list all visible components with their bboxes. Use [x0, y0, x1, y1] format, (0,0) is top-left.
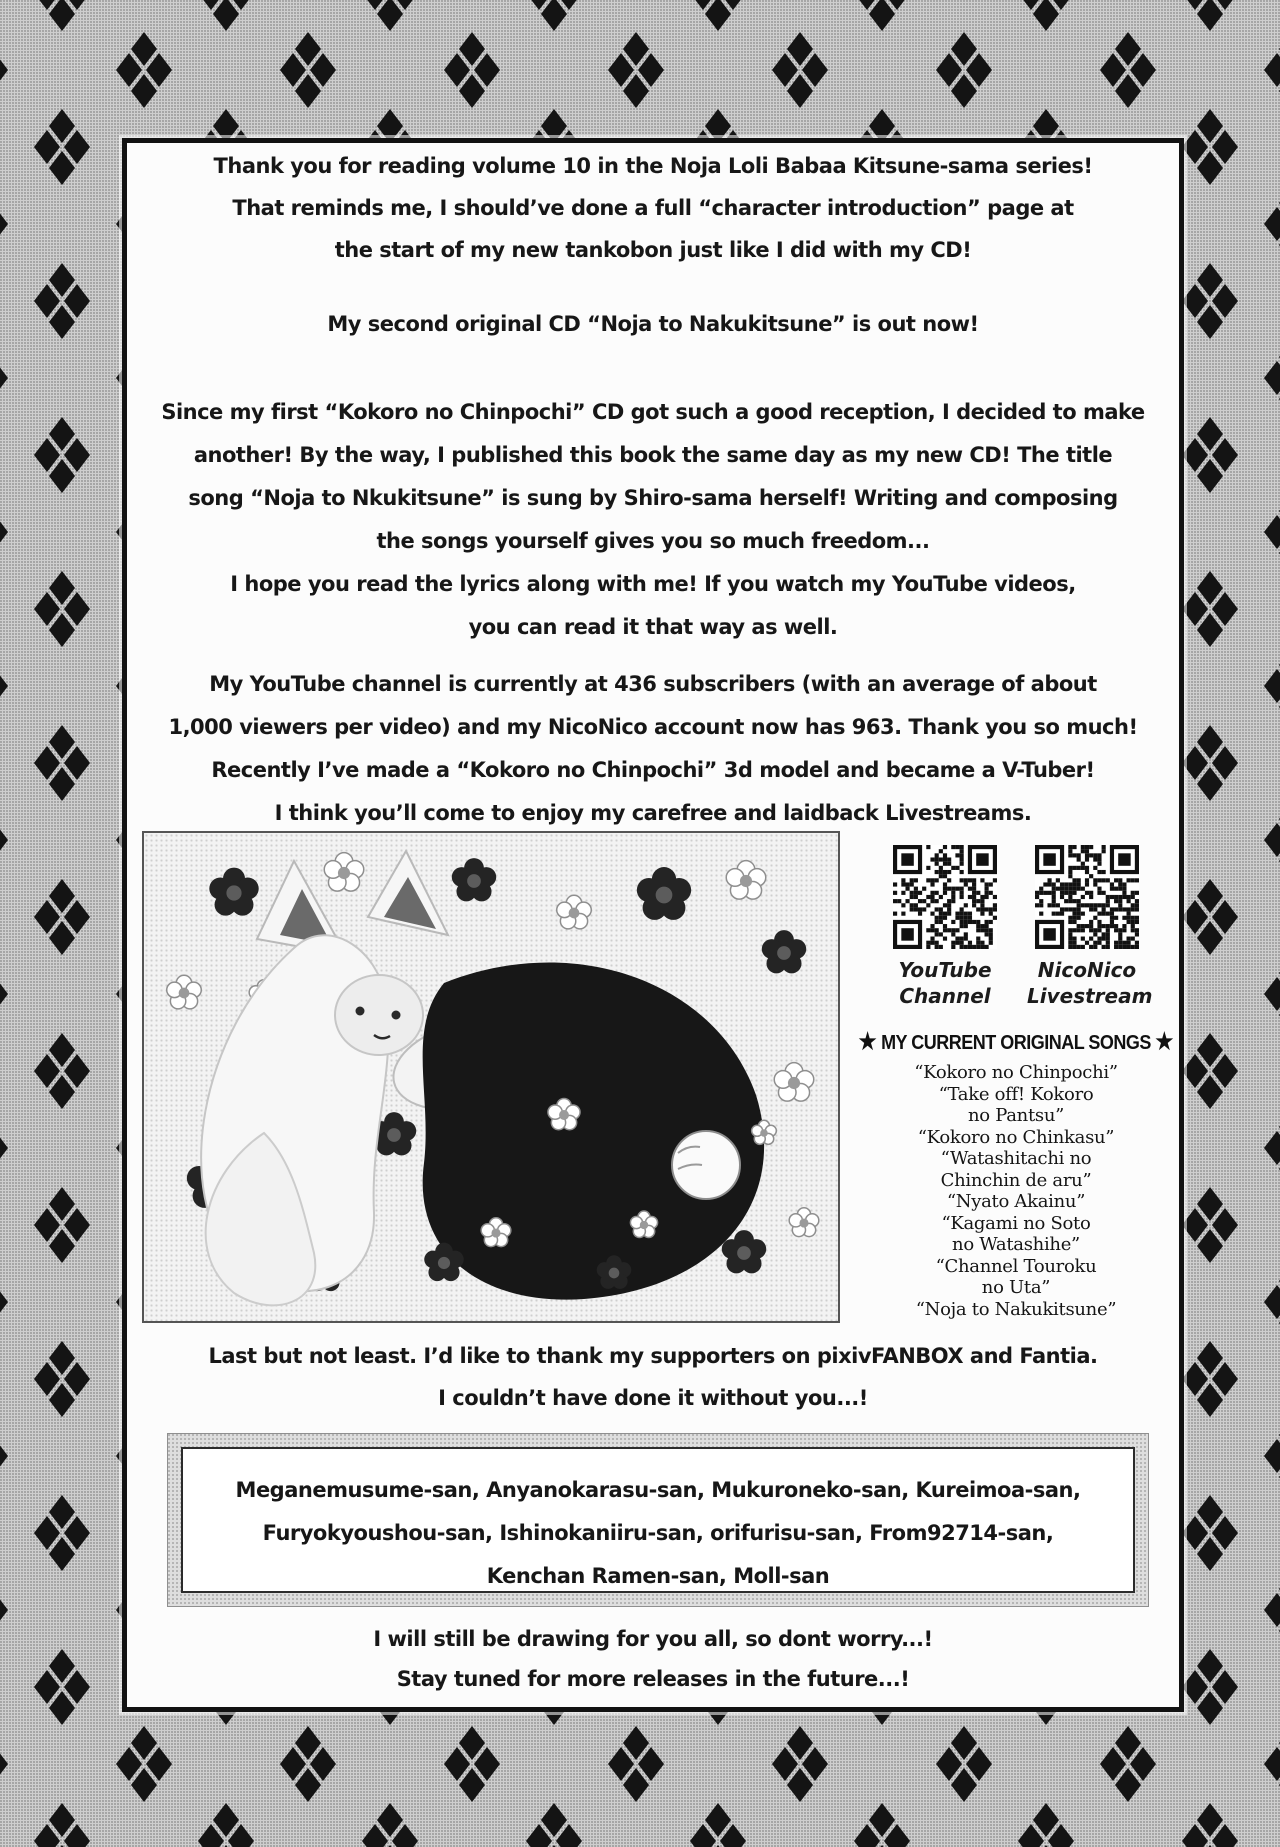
- song-line: “Noja to Nakukitsune”: [915, 1298, 1117, 1320]
- text-line: another! By the way, I published this book the same day as my new CD! The title: [193, 443, 1113, 467]
- afterword-content-box: [122, 138, 1184, 1712]
- text-line: Since my first “Kokoro no Chinpochi” CD got such a good reception, I decided to make: [161, 400, 1145, 424]
- cd-details-paragraph: [127, 391, 1179, 649]
- niconico-qr-label: [1027, 957, 1153, 1009]
- text-line: I think you’ll come to enjoy my carefree and laidback Livestreams.: [274, 801, 1032, 825]
- song-line: “Kokoro no Chinkasu”: [917, 1126, 1115, 1148]
- intro-paragraph: [127, 145, 1179, 271]
- niconico-qr-code: [1035, 845, 1139, 949]
- text-line: Last but not least. I’d like to thank my supporters on pixivFANBOX and Fantia.: [208, 1344, 1098, 1368]
- star-icon: ★: [1155, 1029, 1174, 1055]
- text-line: you can read it that way as well.: [468, 615, 838, 639]
- supporters-box: [167, 1433, 1149, 1607]
- song-line: “Take off! Kokoro: [938, 1083, 1094, 1105]
- text-line: I hope you read the lyrics along with me! If you watch my YouTube videos,: [230, 572, 1076, 596]
- right-column: [853, 835, 1179, 1320]
- text-line: the songs yourself gives you so much freedom...: [376, 529, 930, 553]
- text-line: Livestream: [1027, 984, 1153, 1008]
- original-songs-list: [853, 1062, 1179, 1320]
- song-line: no Watashihe”: [952, 1234, 1080, 1255]
- song-line: no Pantsu”: [967, 1105, 1065, 1126]
- text-line: My second original CD “Noja to Nakukitsune” is out now!: [327, 312, 979, 336]
- fox-girl-illustration: [142, 831, 840, 1323]
- text-line: Channel: [899, 984, 991, 1008]
- youtube-qr-block: [885, 845, 1005, 1009]
- song-line: no Uta”: [981, 1277, 1051, 1298]
- text-line: Recently I’ve made a “Kokoro no Chinpochi” 3d model and became a V-Tuber!: [211, 758, 1095, 782]
- text-line: Stay tuned for more releases in the future...!: [396, 1667, 910, 1691]
- supporter-names-line: Furyokyoushou-san, Ishinokaniiru-san, orifurisu-san, From92714-san,: [262, 1521, 1054, 1545]
- supporter-names-line: Meganemusume-san, Anyanokarasu-san, Mukuroneko-san, Kureimoa-san,: [235, 1478, 1081, 1502]
- text-line: the start of my new tankobon just like I did with my CD!: [334, 238, 972, 262]
- text-line: Thank you for reading volume 10 in the Noja Loli Babaa Kitsune-sama series!: [213, 154, 1093, 178]
- qr-code-row: [853, 845, 1179, 1009]
- channel-stats-paragraph: [127, 663, 1179, 835]
- song-line: “Channel Touroku: [935, 1255, 1097, 1277]
- star-icon: ★: [858, 1029, 877, 1055]
- text-line: I couldn’t have done it without you...!: [438, 1386, 868, 1410]
- supporter-names-line: Kenchan Ramen-san, Moll-san: [486, 1564, 830, 1588]
- closing-paragraph: [127, 1619, 1179, 1699]
- supporter-names-panel: [181, 1447, 1135, 1593]
- text-line: I will still be drawing for you all, so dont worry...!: [373, 1627, 933, 1651]
- fox-girl-artwork: [144, 833, 838, 1321]
- text-line: That reminds me, I should’ve done a full “character introduction” page at: [232, 196, 1074, 220]
- text-line: NicoNico: [1037, 958, 1137, 982]
- youtube-qr-label: [885, 957, 1005, 1009]
- supporters-intro-paragraph: [127, 1335, 1179, 1419]
- youtube-qr-code: [893, 845, 997, 949]
- songs-list-header: [853, 1027, 1179, 1056]
- text-line: My YouTube channel is currently at 436 subscribers (with an average of about: [209, 672, 1097, 696]
- text-line: 1,000 viewers per video) and my NicoNico account now has 963. Thank you so much!: [168, 715, 1138, 739]
- song-line: Chinchin de aru”: [940, 1169, 1092, 1191]
- song-line: “Watashitachi no: [940, 1148, 1092, 1169]
- song-line: “Nyato Akainu”: [946, 1191, 1086, 1212]
- niconico-qr-block: [1027, 845, 1153, 1009]
- text-line: song “Noja to Nkukitsune” is sung by Shiro-sama herself! Writing and composing: [188, 486, 1118, 510]
- cd-announcement: [127, 303, 1179, 345]
- songs-header-text: MY CURRENT ORIGINAL SONGS: [876, 1030, 1156, 1054]
- song-line: “Kagami no Soto: [941, 1212, 1091, 1234]
- song-line: “Kokoro no Chinpochi”: [914, 1062, 1118, 1083]
- text-line: YouTube: [898, 958, 992, 982]
